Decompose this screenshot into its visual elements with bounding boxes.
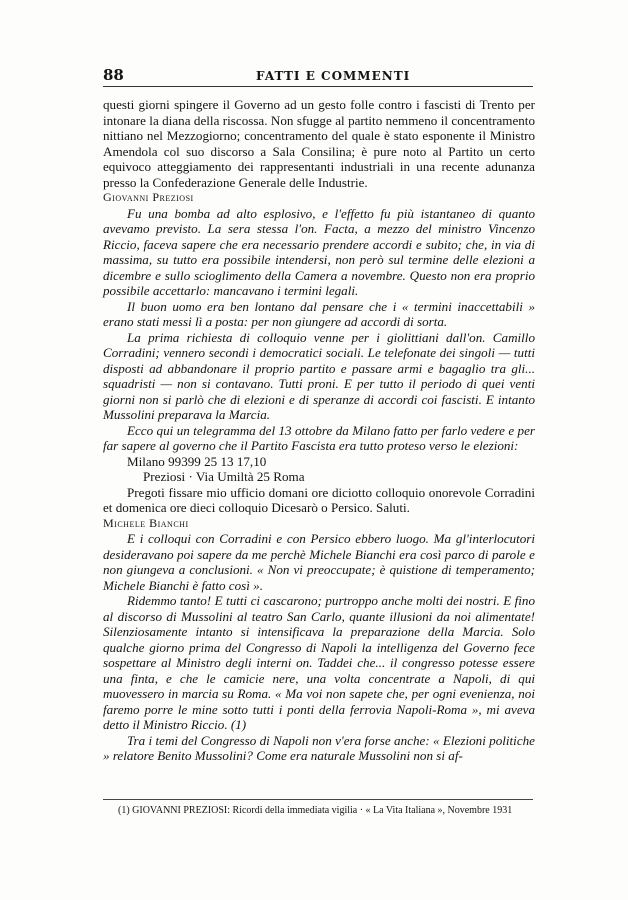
paragraph: Il buon uomo era ben lontano dal pensare che i « termini inaccettabili » erano stati messi lì a posta: per non giungere ad accordi di sorta. — [103, 298, 535, 329]
telegram-header: Milano 99399 25 13 17,10 — [127, 453, 267, 469]
telegram-address: Preziosi · Via Umiltà 25 Roma — [143, 469, 305, 484]
paragraph: Fu una bomba ad alto esplosivo, e l'effetto fu più istantaneo di quanto avevamo previsto. La sera stessa l'on. Facta, a mezzo del ministro Vincenzo Riccio, faceva sapere che era necessario prendere accordi e subito; che, in via di massima, su tutto era possibile intendersi, non però sul termine delle elezioni a dicembre e sullo scioglimento della Camera a novembre. Questo non era proprio possibile accettarlo: mancavano i termini legali. — [103, 205, 535, 298]
paragraph: questi giorni spingere il Governo ad un gesto folle contro i fascisti di Trento per intonare la diana della riscossa. Non sfugge al partito nemmeno il concentramento nittiano nel Mezzogiorno; concentramento del quale è stato esponente il Ministro Amendola col suo discorso a Sala Consilina; è pure noto al Partito un certo equivoco atteggiamento dei rappresentanti industriali in una recente adunanza presso la Confederazione Generale delle Industrie. — [103, 97, 535, 190]
paragraph: La prima richiesta di colloquio venne per i giolittiani dall'on. Camillo Corradini; vennero secondi i democratici sociali. Le telefonate dei singoli — tutti disposti ad abbandonare il proprio partito e passare armi e bagaglio tra gli... squadristi — non si contavano. Tutti proni. E per tutto il periodo di quei venti giorni non si parlò che di elezioni e di speranze di accordi coi fascisti. E intanto Mussolini preparava la Marcia. — [103, 329, 535, 422]
footnote-rule — [103, 799, 533, 800]
paragraph: Tra i temi del Congresso di Napoli non v'era forse anche: « Elezioni politiche » relatore Benito Mussolini? Come era naturale Mussolini non si af- — [103, 732, 535, 763]
running-title: FATTI E COMMENTI — [256, 69, 411, 83]
telegram-body: Pregoti fissare mio ufficio domani ore diciotto colloquio onorevole Corradini et domenica ore dieci colloquio Dicesarò o Persico. Saluti. — [103, 484, 535, 515]
footnote: (1) GIOVANNI PREZIOSI: Ricordi della immediata vigilia · « La Vita Italiana », Novembre 1931 — [118, 805, 513, 816]
page-number: 88 — [103, 66, 124, 84]
signature: Giovanni Preziosi — [103, 190, 194, 204]
header-rule — [103, 86, 533, 87]
page-header — [103, 66, 533, 86]
paragraph: E i colloqui con Corradini e con Persico ebbero luogo. Ma gl'interlocutori desideravano poi sapere da me perchè Michele Bianchi era così parco di parole e non giungeva a conclusioni. « Non vi preoccupate; è quistione di temperamento; Michele Bianchi è fatto così ». — [103, 531, 535, 593]
paragraph: Ridemmo tanto! E tutti ci cascarono; purtroppo anche molti dei nostri. E fino al discorso di Mussolini al teatro San Carlo, quante illusioni da noi alimentate! Silenziosamente intanto si intensificava la preparazione della Marcia. Solo qualche giorno prima del Congresso di Napoli la intelligenza del Governo fece sospettare al Ministro degli interni on. Taddei che... il congresso potesse essere una finta, e che le camicie nere, una volta concentrate a Napoli, di qui muovessero in marcia su Roma. « Ma voi non sapete che, per ogni evenienza, noi faremo porre le mine sotto tutti i ponti della ferrovia Napoli-Roma », mi aveva detto il Ministro Riccio. (1) — [103, 593, 535, 732]
paragraph: Ecco qui un telegramma del 13 ottobre da Milano fatto per farlo vedere e per far sapere al governo che il Partito Fascista era tutto proteso verso le elezioni: — [103, 422, 535, 453]
body-text — [103, 97, 535, 764]
signature: Michele Bianchi — [103, 515, 189, 530]
